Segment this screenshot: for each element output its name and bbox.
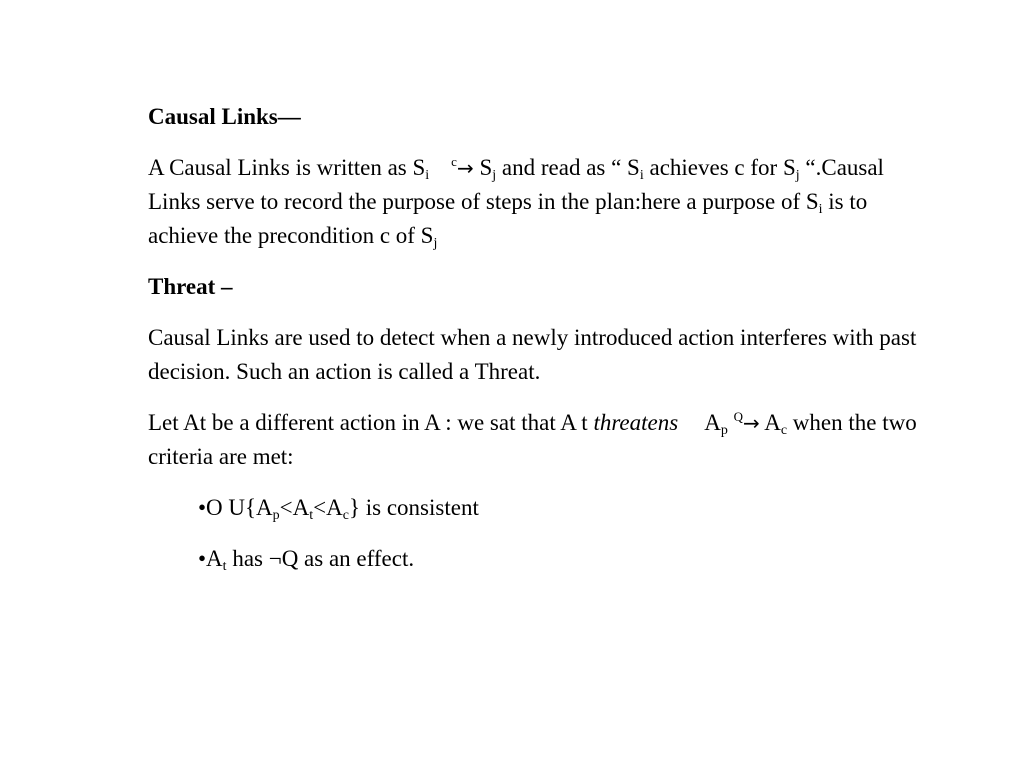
subscript: i	[818, 202, 823, 217]
text-run: A	[704, 410, 721, 435]
threat-definition: Causal Links are used to detect when a newly introduced action interferes with past decision. Such an action is called a Threat.	[148, 325, 917, 384]
bullet-item	[198, 542, 918, 576]
text-run: <A	[313, 495, 343, 520]
bullet-item	[198, 491, 918, 525]
right-arrow-icon: →	[742, 411, 760, 435]
causal-links-definition	[148, 151, 918, 253]
subscript: j	[492, 168, 497, 183]
subscript: t	[222, 559, 227, 574]
threat-condition	[148, 406, 918, 474]
text-run: •O U{A	[198, 495, 273, 520]
subscript: t	[309, 508, 314, 523]
right-arrow-icon: →	[456, 156, 474, 180]
causal-links-heading: Causal Links—	[148, 104, 301, 129]
italic-text: threatens	[593, 410, 679, 435]
text-run: <A	[279, 495, 310, 520]
subscript: c	[780, 423, 788, 438]
text-run: A Causal Links is written as S	[148, 155, 426, 180]
threat-heading: Threat –	[148, 274, 233, 299]
text-run: S	[473, 155, 493, 180]
subscript: p	[272, 508, 280, 523]
text-run: is to achieve the precondition c of S	[148, 189, 868, 248]
text-run: has ¬Q as an effect.	[226, 546, 415, 571]
text-run: “.Causal Links serve to record the purpose of steps in the plan:here a purpose of S	[148, 155, 884, 214]
subscript: p	[720, 423, 728, 438]
text-run: and read as “ S	[496, 155, 640, 180]
text-run: A	[759, 410, 781, 435]
subscript: i	[425, 168, 430, 183]
text-run: Let At be a different action in A : we sat that A t	[148, 410, 594, 435]
slide-content	[148, 100, 918, 576]
superscript: Q	[733, 409, 743, 424]
subscript: j	[433, 236, 438, 251]
text-run: achieves c for S	[643, 155, 796, 180]
subscript: c	[342, 508, 349, 523]
subscript: i	[639, 168, 644, 183]
subscript: j	[795, 168, 800, 183]
superscript: c	[451, 154, 457, 169]
text-run: when the two criteria are met:	[148, 410, 917, 469]
text-run: •A	[198, 546, 223, 571]
text-run: } is consistent	[348, 495, 479, 520]
